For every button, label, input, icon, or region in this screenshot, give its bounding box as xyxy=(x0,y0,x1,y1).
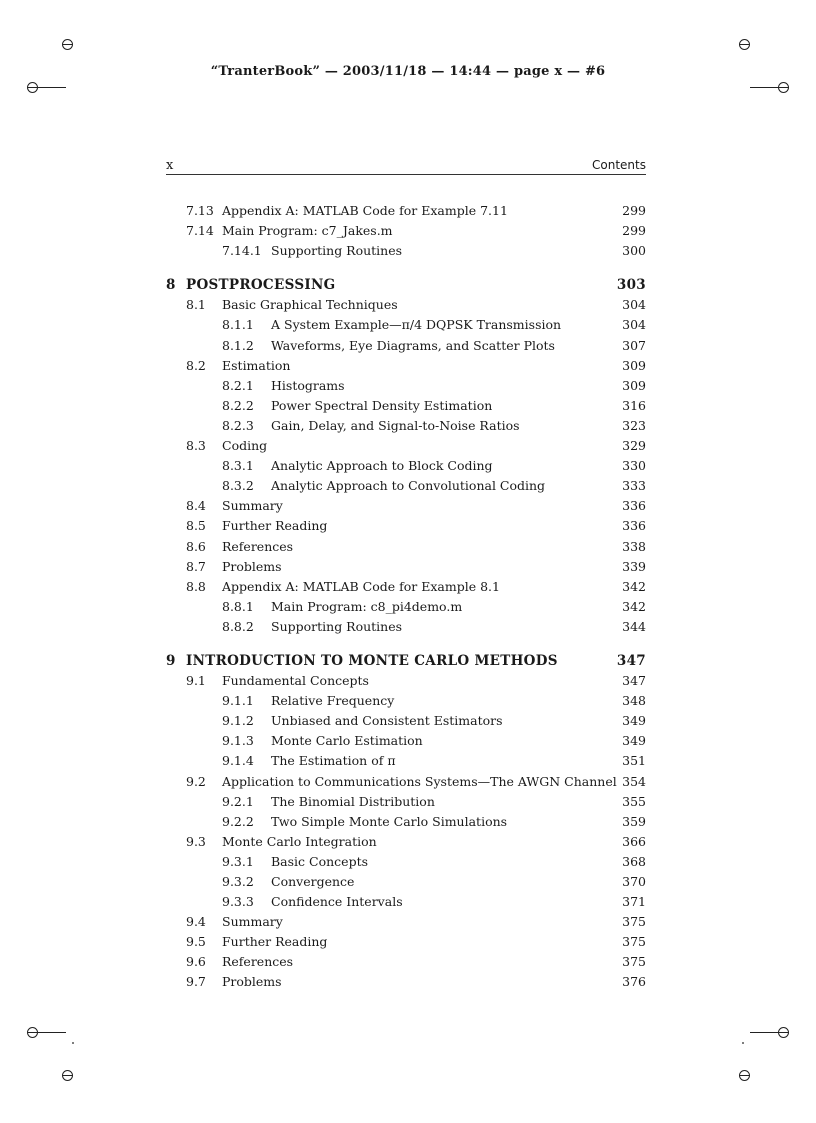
toc-subsection-row xyxy=(166,336,646,356)
toc-section-row xyxy=(166,952,646,972)
toc-subsection-row xyxy=(166,892,646,912)
toc-subsection-row xyxy=(166,597,646,617)
toc-section-row xyxy=(166,772,646,792)
toc-entry-page: 304 xyxy=(622,317,646,333)
toc-entry-page: 347 xyxy=(616,652,646,669)
toc-entry-title: Estimation xyxy=(222,357,291,373)
toc-entry-page: 307 xyxy=(622,337,646,353)
toc-entry-number: 7.13 xyxy=(186,203,214,218)
toc-section-row xyxy=(166,201,646,221)
toc-entry-title: The Estimation of π xyxy=(271,753,396,769)
toc-entry-title: Supporting Routines xyxy=(271,618,403,634)
crop-line-mid-left xyxy=(38,87,66,88)
toc-subsection-row xyxy=(166,241,646,261)
toc-section-row xyxy=(166,496,646,516)
page-header xyxy=(166,158,646,175)
toc-subsection-row xyxy=(166,792,646,812)
toc-group-chapter-7 xyxy=(166,201,646,261)
toc-entry-title: Appendix A: MATLAB Code for Example 8.1 xyxy=(222,578,500,594)
toc-entry-number: 8.3.1 xyxy=(222,458,254,474)
toc-entry-page: 375 xyxy=(622,914,646,930)
crop-dot-bottom-left xyxy=(72,1042,74,1044)
toc-entry-number: 9.2.1 xyxy=(222,793,254,809)
toc-entry-page: 342 xyxy=(622,598,646,614)
crop-line-mid-right xyxy=(750,87,778,88)
toc-entry-title: Analytic Approach to Block Coding xyxy=(271,458,493,474)
toc-section-row xyxy=(166,972,646,992)
toc-entry-title: Main Program: c8_pi4demo.m xyxy=(271,598,463,614)
toc-subsection-row xyxy=(166,456,646,476)
toc-entry-number: 9.6 xyxy=(186,954,206,970)
toc-entry-page: 323 xyxy=(622,417,646,433)
toc-section-row xyxy=(166,356,646,376)
toc-entry-number: 8.5 xyxy=(186,518,206,534)
toc-entry-page: 299 xyxy=(622,203,646,218)
toc-entry-title: Confidence Intervals xyxy=(271,894,403,910)
toc-entry-page: 339 xyxy=(622,558,646,574)
toc-entry-title: Application to Communications Systems—The AWGN Channel xyxy=(222,773,617,789)
toc-entry-number: 9 xyxy=(166,652,176,669)
toc-entry-page: 316 xyxy=(622,397,646,413)
toc-entry-number: 9.3.2 xyxy=(222,874,254,889)
toc-entry-title: Problems xyxy=(222,558,282,574)
toc-entry-page: 349 xyxy=(622,713,646,729)
toc-entry-title: Supporting Routines xyxy=(271,243,403,259)
toc-section-row xyxy=(166,516,646,536)
toc-subsection-row xyxy=(166,315,646,335)
toc-subsection-row xyxy=(166,852,646,872)
toc-entry-title: The Binomial Distribution xyxy=(271,793,435,809)
toc-entry-page: 375 xyxy=(622,954,646,970)
toc-subsection-row xyxy=(166,617,646,637)
toc-entry-number: 8.3.2 xyxy=(222,478,254,494)
toc-group-chapter-8 xyxy=(166,275,646,637)
toc-section-row xyxy=(166,912,646,932)
toc-entry-title: Basic Concepts xyxy=(271,853,369,869)
toc-entry-number: 8.8 xyxy=(186,578,206,594)
toc-subsection-row xyxy=(166,731,646,751)
toc-entry-title: A System Example—π/4 DQPSK Transmission xyxy=(271,317,562,333)
toc-gap xyxy=(166,261,646,275)
toc-entry-title: Power Spectral Density Estimation xyxy=(271,397,493,413)
running-head: “TranterBook” — 2003/11/18 — 14:44 — page x — #6 xyxy=(210,64,606,79)
toc-entry-number: 8.8.2 xyxy=(222,618,254,634)
toc-entry-number: 9.2.2 xyxy=(222,813,254,829)
toc-entry-page: 354 xyxy=(622,773,646,789)
toc-subsection-row xyxy=(166,476,646,496)
toc-entry-page: 376 xyxy=(622,974,646,990)
crop-dot-bottom-right xyxy=(742,1042,744,1044)
toc-subsection-row xyxy=(166,751,646,771)
toc-entry-number: 9.2 xyxy=(186,773,206,789)
toc-section-row xyxy=(166,436,646,456)
toc-entry-page: 366 xyxy=(622,833,646,849)
section-title: Contents xyxy=(592,158,646,172)
toc-entry-title: Histograms xyxy=(271,377,345,393)
toc-entry-page: 336 xyxy=(622,518,646,534)
toc-subsection-row xyxy=(166,376,646,396)
toc-entry-page: 299 xyxy=(622,223,646,239)
toc-subsection-row xyxy=(166,711,646,731)
toc-gap xyxy=(166,637,646,651)
toc-section-row xyxy=(166,221,646,241)
toc-subsection-row xyxy=(166,691,646,711)
toc-entry-title: Summary xyxy=(222,914,283,930)
toc-entry-title: Coding xyxy=(222,438,268,454)
toc-chapter-row xyxy=(166,275,646,295)
toc-entry-number: 9.1.1 xyxy=(222,693,254,709)
toc-entry-number: 9.1.3 xyxy=(222,733,254,749)
toc-subsection-row xyxy=(166,812,646,832)
toc-entry-title: Two Simple Monte Carlo Simulations xyxy=(271,813,508,829)
toc-entry-number: 9.5 xyxy=(186,934,206,950)
toc-section-row xyxy=(166,832,646,852)
toc-entry-number: 9.7 xyxy=(186,974,206,990)
toc-entry-title: Monte Carlo Integration xyxy=(222,833,377,849)
toc-entry-page: 342 xyxy=(622,578,646,594)
toc-entry-number: 8.7 xyxy=(186,558,206,574)
toc-entry-number: 7.14.1 xyxy=(222,243,262,259)
toc-entry-number: 8.1 xyxy=(186,297,206,313)
page-number: x xyxy=(166,158,174,173)
toc-entry-number: 8.2.2 xyxy=(222,397,254,413)
toc-entry-page: 359 xyxy=(622,813,646,829)
toc-entry-title: Unbiased and Consistent Estimators xyxy=(271,713,503,729)
toc-entry-number: 9.1.4 xyxy=(222,753,254,769)
toc-entry-page: 349 xyxy=(622,733,646,749)
toc-entry-title: Problems xyxy=(222,974,282,990)
toc-entry-number: 8.3 xyxy=(186,438,206,454)
toc-entry-page: 336 xyxy=(622,498,646,514)
toc-entry-number: 8.1.1 xyxy=(222,317,254,333)
toc-entry-number: 8.2 xyxy=(186,357,206,373)
toc-entry-number: 8 xyxy=(166,277,176,294)
crop-mark-top-right-icon xyxy=(739,39,750,50)
toc-section-row xyxy=(166,671,646,691)
table-of-contents xyxy=(166,201,646,993)
toc-entry-number: 9.3.3 xyxy=(222,894,254,910)
toc-entry-page: 333 xyxy=(622,478,646,494)
toc-entry-page: 375 xyxy=(622,934,646,950)
toc-entry-title: Further Reading xyxy=(222,518,328,534)
toc-entry-page: 309 xyxy=(622,357,646,373)
toc-entry-title: Main Program: c7_Jakes.m xyxy=(222,223,393,239)
toc-entry-page: 329 xyxy=(622,438,646,454)
toc-chapter-row xyxy=(166,651,646,671)
toc-section-row xyxy=(166,932,646,952)
toc-entry-page: 304 xyxy=(622,297,646,313)
toc-entry-number: 8.4 xyxy=(186,498,206,514)
toc-entry-title: Analytic Approach to Convolutional Coding xyxy=(271,478,546,494)
toc-entry-page: 370 xyxy=(622,874,646,889)
toc-entry-page: 368 xyxy=(622,853,646,869)
toc-subsection-row xyxy=(166,872,646,892)
toc-subsection-row xyxy=(166,416,646,436)
toc-entry-title: Relative Frequency xyxy=(271,693,395,709)
toc-entry-title: Monte Carlo Estimation xyxy=(271,733,423,749)
toc-entry-title: References xyxy=(222,538,294,554)
crop-mark-bottom-left-icon xyxy=(27,1027,38,1038)
toc-entry-page: 303 xyxy=(616,277,646,294)
toc-entry-title: Further Reading xyxy=(222,934,328,950)
crop-mark-bottom-right-icon xyxy=(778,1027,789,1038)
toc-entry-page: 338 xyxy=(622,538,646,554)
crop-line-bottom-left xyxy=(38,1032,66,1033)
toc-entry-title: Convergence xyxy=(271,874,355,889)
toc-entry-number: 8.1.2 xyxy=(222,337,254,353)
toc-entry-number: 9.3.1 xyxy=(222,853,254,869)
toc-section-row xyxy=(166,557,646,577)
toc-entry-title: Gain, Delay, and Signal-to-Noise Ratios xyxy=(271,417,520,433)
crop-mark-top-left-icon xyxy=(62,39,73,50)
toc-entry-page: 355 xyxy=(622,793,646,809)
toc-entry-page: 300 xyxy=(622,243,646,259)
toc-entry-number: 9.4 xyxy=(186,914,206,930)
toc-entry-number: 8.2.3 xyxy=(222,417,254,433)
toc-section-row xyxy=(166,577,646,597)
toc-entry-page: 330 xyxy=(622,458,646,474)
crop-line-bottom-right xyxy=(750,1032,778,1033)
toc-section-row xyxy=(166,295,646,315)
toc-entry-title: References xyxy=(222,954,294,970)
toc-entry-page: 348 xyxy=(622,693,646,709)
toc-entry-page: 344 xyxy=(622,618,646,634)
toc-section-row xyxy=(166,537,646,557)
crop-mark-lower-right-icon xyxy=(739,1070,750,1081)
toc-entry-number: 8.2.1 xyxy=(222,377,254,393)
toc-entry-title: INTRODUCTION TO MONTE CARLO METHODS xyxy=(186,652,558,669)
toc-entry-page: 351 xyxy=(622,753,646,769)
toc-entry-page: 371 xyxy=(622,894,646,910)
toc-group-chapter-9 xyxy=(166,651,646,993)
toc-entry-number: 9.1.2 xyxy=(222,713,254,729)
toc-entry-page: 309 xyxy=(622,377,646,393)
toc-entry-title: Appendix A: MATLAB Code for Example 7.11 xyxy=(222,203,508,218)
toc-entry-number: 7.14 xyxy=(186,223,214,239)
toc-entry-number: 8.8.1 xyxy=(222,598,254,614)
toc-entry-title: Basic Graphical Techniques xyxy=(222,297,398,313)
toc-entry-page: 347 xyxy=(622,673,646,689)
toc-subsection-row xyxy=(166,396,646,416)
toc-entry-number: 8.6 xyxy=(186,538,206,554)
toc-entry-number: 9.1 xyxy=(186,673,206,689)
crop-mark-mid-right-icon xyxy=(778,82,789,93)
toc-entry-title: Summary xyxy=(222,498,283,514)
toc-entry-title: Waveforms, Eye Diagrams, and Scatter Plots xyxy=(271,337,555,353)
crop-mark-mid-left-icon xyxy=(27,82,38,93)
toc-entry-title: Fundamental Concepts xyxy=(222,673,369,689)
toc-entry-title: POSTPROCESSING xyxy=(186,277,336,294)
toc-entry-number: 9.3 xyxy=(186,833,206,849)
crop-mark-lower-left-icon xyxy=(62,1070,73,1081)
